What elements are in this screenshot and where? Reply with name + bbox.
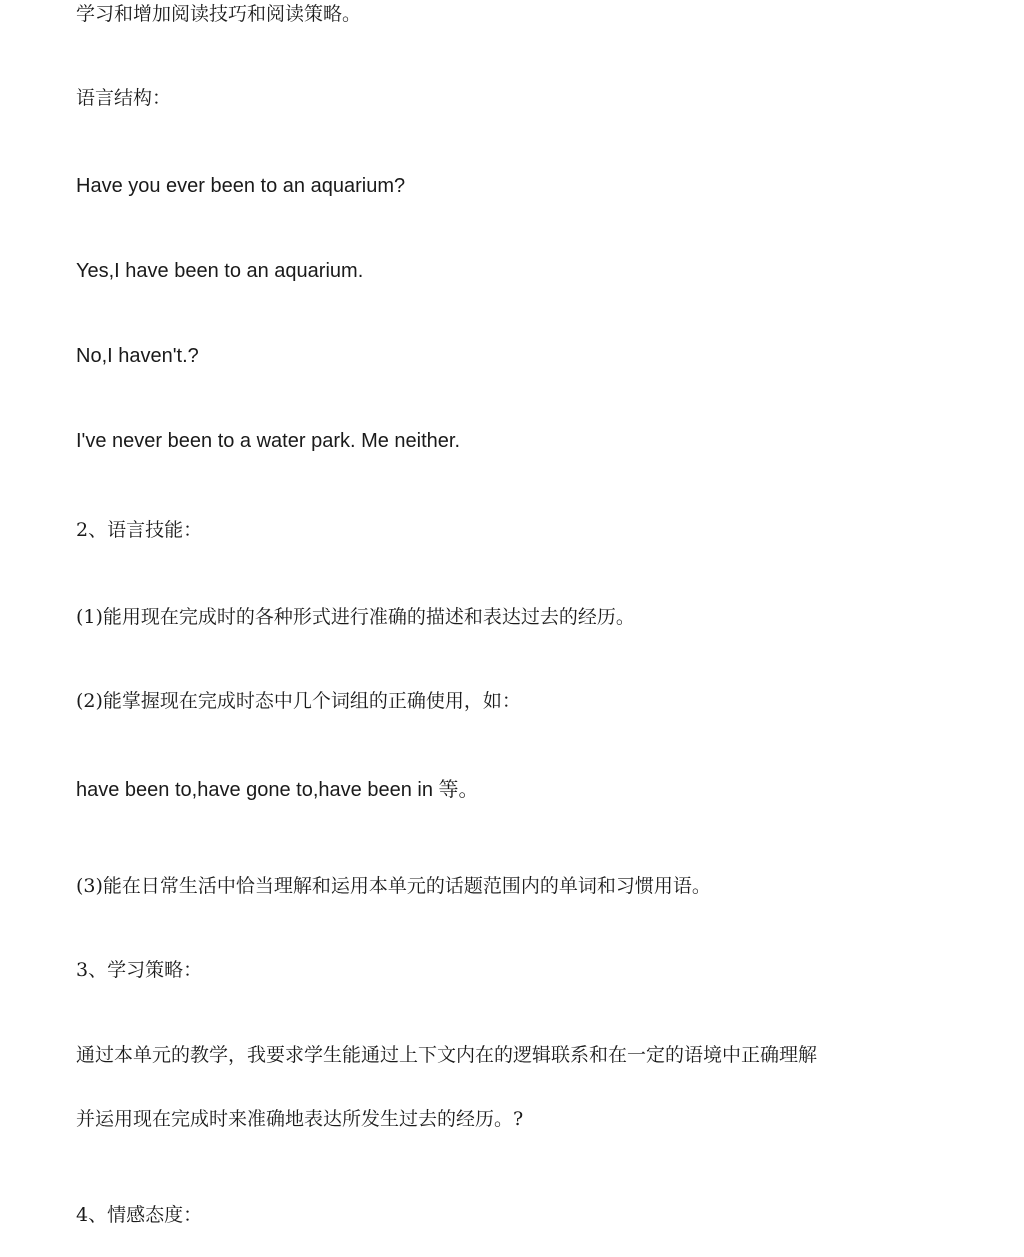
example-sentence-yes: Yes,I have been to an aquarium. [76,260,364,282]
heading-learning-strategy: 3、学习策略： [76,959,203,981]
heading-language-structure: 语言结构： [76,87,172,109]
skill-item-1: (1)能用现在完成时的各种形式进行准确的描述和表达过去的经历。 [76,606,635,628]
heading-language-skills: 2、语言技能： [76,519,203,541]
skill-item-3: (3)能在日常生活中恰当理解和运用本单元的话题范围内的单词和习惯用语。 [76,875,711,897]
strategy-paragraph-line-2: 并运用现在完成时来准确地表达所发生过去的经历。? [76,1108,524,1130]
skill-item-2: (2)能掌握现在完成时态中几个词组的正确使用，如： [76,690,521,712]
text-line-reading-skills: 学习和增加阅读技巧和阅读策略。 [76,3,362,25]
heading-emotional-attitude: 4、情感态度： [76,1204,203,1226]
phrase-examples: have been to,have gone to,have been in 等。 [76,779,479,801]
strategy-paragraph-line-1: 通过本单元的教学，我要求学生能通过上下文内在的逻辑联系和在一定的语境中正确理解 [76,1044,818,1066]
example-sentence-never: I've never been to a water park. Me neither. [76,430,461,452]
example-sentence-question: Have you ever been to an aquarium? [76,175,406,197]
example-sentence-no: No,I haven't.? [76,345,199,367]
